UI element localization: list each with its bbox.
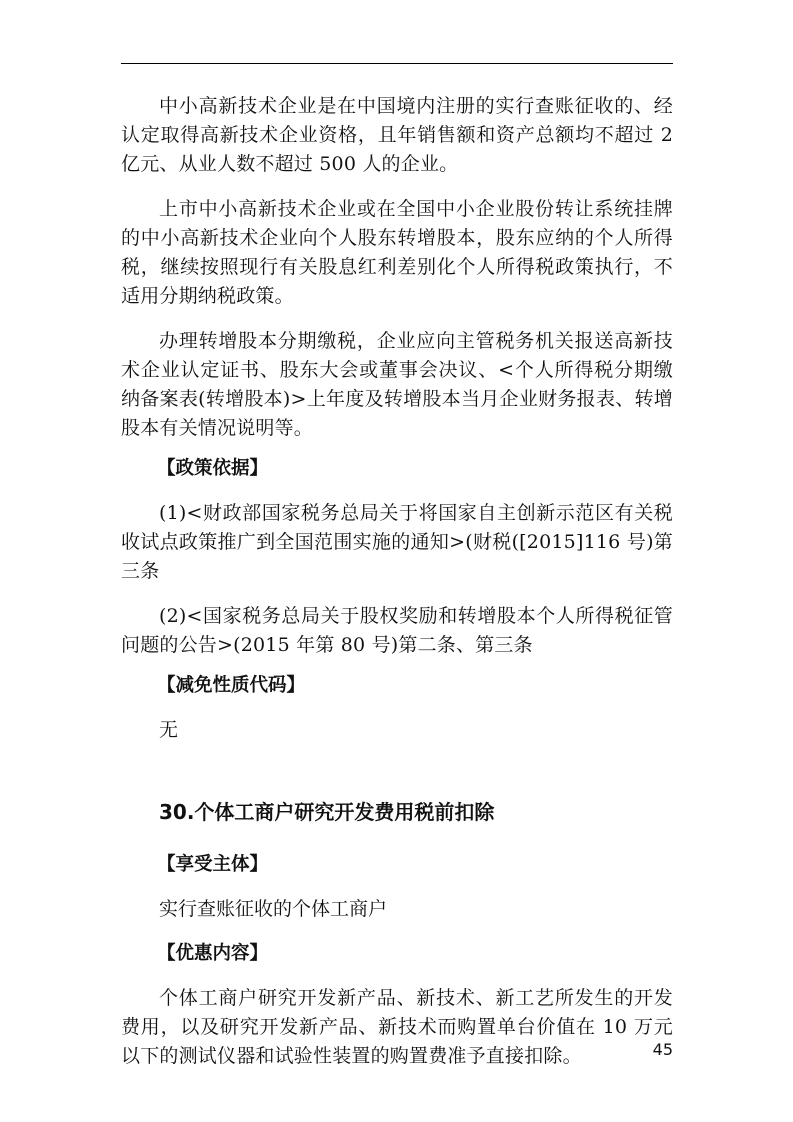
- item-30-title: 30.个体工商户研究开发费用税前扣除: [159, 800, 495, 824]
- header-rule: [121, 63, 673, 64]
- policy-basis-heading: 【政策依据】: [157, 458, 269, 479]
- page-body: [121, 92, 673, 1087]
- beneficiary-heading: 【享受主体】: [157, 854, 269, 875]
- policy-basis-item-1: (1)<财政部国家税务总局关于将国家自主创新示范区有关税收试点政策推广到全国范围实施的通知>(财税([2015]116 号)第三条: [121, 502, 673, 582]
- page-number: 45: [652, 1040, 673, 1059]
- beneficiary-text: 实行查账征收的个体工商户: [159, 898, 388, 920]
- paragraph-procedure: 办理转增股本分期缴税，企业应向主管税务机关报送高新技术企业认定证书、股东大会或董事会决议、<个人所得税分期缴纳备案表(转增股本)>上年度及转增股本当月企业财务报表、转增股本有关情况说明等。: [121, 330, 673, 439]
- policy-basis-item-2: (2)<国家税务总局关于股权奖励和转增股本个人所得税征管问题的公告>(2015 年第 80 号)第二条、第三条: [121, 605, 673, 656]
- paragraph-listed-companies: 上市中小高新技术企业或在全国中小企业股份转让系统挂牌的中小高新技术企业向个人股东转增股本，股东应纳的个人所得税，继续按照现行有关股息红利差别化个人所得税政策执行，不适用分期纳税政策。: [121, 198, 673, 307]
- benefit-content-text: 个体工商户研究开发新产品、新技术、新工艺所发生的开发费用，以及研究开发新产品、新技术而购置单台价值在 10 万元以下的测试仪器和试验性装置的购置费准予直接扣除。: [121, 987, 673, 1067]
- benefit-content-heading: 【优惠内容】: [157, 943, 269, 964]
- reduction-code-heading: 【减免性质代码】: [157, 675, 306, 696]
- paragraph-definition: 中小高新技术企业是在中国境内注册的实行查账征收的、经认定取得高新技术企业资格，且年销售额和资产总额均不超过 2 亿元、从业人数不超过 500 人的企业。: [121, 95, 673, 175]
- reduction-code-value: 无: [159, 719, 179, 741]
